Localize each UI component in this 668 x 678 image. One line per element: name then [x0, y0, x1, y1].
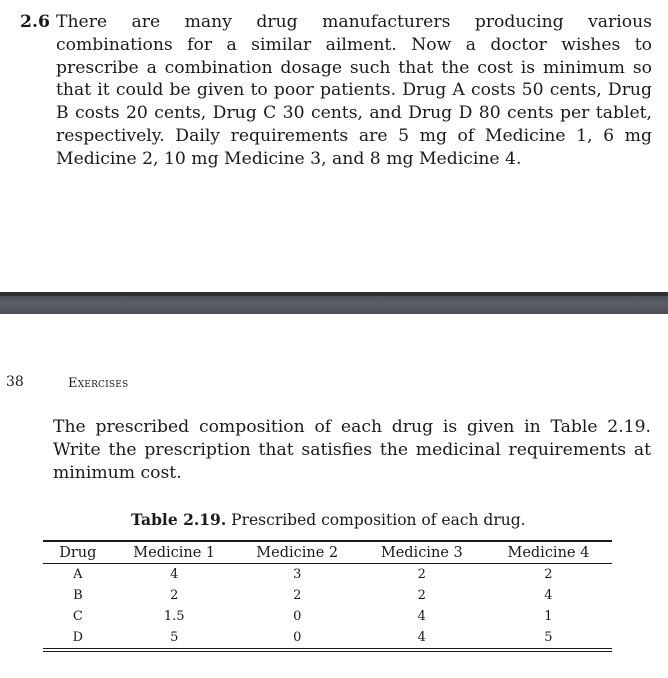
cell-medicine-3: 4	[417, 609, 426, 624]
problem-number: 2.6	[20, 12, 50, 32]
page-top	[0, 0, 668, 292]
cell-medicine-1: 1.5	[163, 609, 185, 624]
header-medicine-4: Medicine 4	[485, 541, 612, 564]
problem-2-6	[20, 11, 652, 171]
cell-drug: C	[72, 609, 83, 624]
cell-medicine-1: 5	[113, 627, 236, 650]
page-number: 38	[6, 374, 24, 390]
continuation-text: The prescribed composition of each drug is given in Table 2.19. Write the prescription that satisfies the medicinal requirements at minimum cost.	[53, 417, 651, 483]
cell-drug: A	[73, 567, 83, 582]
problem-text: There are many drug manufacturers producing various combinations for a similar ailment. Now a doctor wishes to prescribe a combination dosage such that the cost is minimum so that it could be given to poor patients. Drug A costs 50 cents, Drug B costs 20 cents, Drug C 30 cents, and Drug D 80 cents per tablet, respectively. Daily requirements are 5 mg of Medicine 1, 6 mg Medicine 2, 10 mg Medicine 3, and 8 mg Medicine 4.	[56, 12, 652, 169]
header-medicine-1: Medicine 1	[113, 541, 236, 564]
cell-medicine-4: 1	[544, 609, 553, 624]
header-drug: Drug	[43, 541, 113, 564]
cell-drug: D	[43, 627, 113, 650]
table-row	[43, 564, 612, 586]
cell-medicine-2: 2	[293, 588, 302, 603]
cell-medicine-1: 2	[170, 588, 179, 603]
table-header-row	[43, 541, 612, 564]
cell-medicine-4: 5	[485, 627, 612, 650]
table-caption	[131, 510, 526, 529]
running-head: Exercises	[68, 376, 129, 391]
table-row	[43, 585, 612, 606]
cell-medicine-2: 0	[293, 609, 302, 624]
header-medicine-2: Medicine 2	[236, 541, 359, 564]
cell-medicine-4: 2	[544, 567, 553, 582]
cell-drug: B	[73, 588, 83, 603]
cell-medicine-2: 3	[293, 567, 302, 582]
table-caption-label: Table 2.19.	[131, 510, 227, 529]
page-separator	[0, 292, 668, 314]
cell-medicine-1: 4	[170, 567, 179, 582]
composition-table	[43, 540, 612, 652]
header-medicine-3: Medicine 3	[359, 541, 485, 564]
table-row	[43, 627, 612, 650]
cell-medicine-4: 4	[544, 588, 553, 603]
table-row	[43, 606, 612, 627]
cell-medicine-3: 4	[359, 627, 485, 650]
cell-medicine-3: 2	[417, 567, 426, 582]
table-caption-text: Prescribed composition of each drug.	[231, 511, 526, 529]
cell-medicine-3: 2	[417, 588, 426, 603]
cell-medicine-2: 0	[236, 627, 359, 650]
